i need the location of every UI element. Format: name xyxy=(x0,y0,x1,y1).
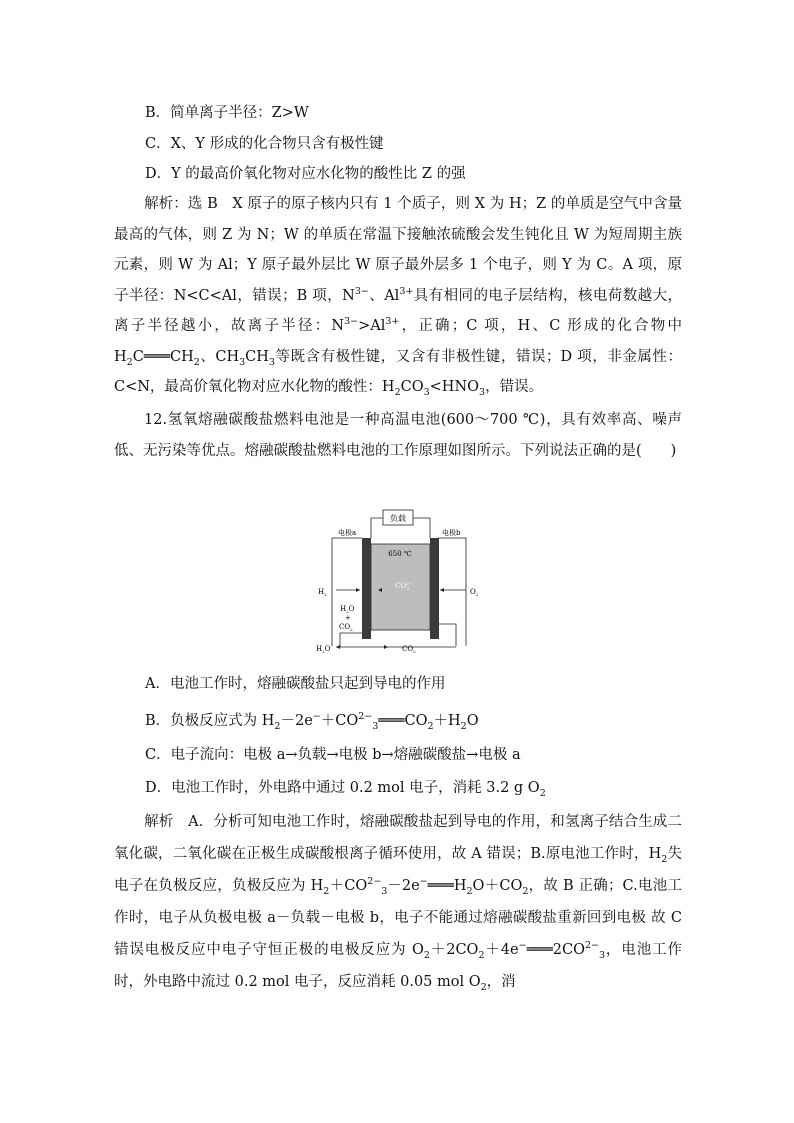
pipe-bottom-left xyxy=(340,633,362,647)
wire-left xyxy=(371,518,383,538)
o2-arrowhead xyxy=(440,588,444,592)
h2o-out-arrowhead xyxy=(336,645,340,649)
label-h2: $H_2$ xyxy=(318,588,327,597)
label-plus: + xyxy=(345,614,351,622)
q11-option-d: D．Y 的最高价氧化物对应水化物的酸性比 Z 的强 xyxy=(145,166,466,182)
q12-analysis: 解析 A．分析可知电池工作时，熔融碳酸盐起到导电的作用，和氢离子结合生成二氧化碳，二氧化碳在正极生成碳酸根离子循环使用，故 A 错误；B.原电池工作时，$H_2$失电子在负极反应，负极反应为 $H_2+CO^{2-}_3-2e^-═══H_2O+CO_2$，故 B 正确；C.电池工作时，电子从负极电极 a－负载－电极 b，电子不能通过熔融碳酸盐重新回到电极 故 C 错误电极反应中电子守恒正极的电极反应为 $O_2+2CO_2+4e^-═══2CO^{2-}_3$，电池工作时，外电路中流过 0.2 mol 电子，反应消耗 0.05 mol $O_2$，消 xyxy=(114,814,683,993)
q11-option-b: B．简单离子半径：Z>W xyxy=(145,105,309,121)
label-temperature: 650 ℃ xyxy=(388,550,412,558)
label-electrode-a: 电极a xyxy=(338,529,357,537)
label-load: 负载 xyxy=(390,514,406,523)
label-ion: $CO^{2-}$ 3 xyxy=(395,581,413,591)
pipe-right xyxy=(438,538,466,646)
q11-analysis: 解析：选 B X 原子的原子核内只有 1 个质子，则 X 为 H；Z 的单质是空气中含量最高的气体，则 Z 为 N；W 的单质在常温下接触浓硫酸会发生钝化且 W 为短周期主族元素，则 W 为 Al；Y 原子最外层比 W 原子最外层多 1 个电子，则 Y 为 C。A 项，原子半径：N<C<Al，错误；B 项，$N^{3-}$、$Al^{3+}$具有相同的电子层结构，核电荷数越大，离子半径越小，故离子半径：$N^{3-}>Al^{3+}$，正确；C 项，H、C 形成的化合物中 $H_2C═══CH_2$、$CH_3CH_3$等既含有极性键，又含有非极性键，错误；D 项，非金属性：C<N，最高价氧化物对应水化物的酸性：$H_2CO_3<HNO_3$，错误。 xyxy=(114,196,683,398)
label-o2: $O_2$ xyxy=(470,588,479,597)
fuel-cell-diagram xyxy=(316,508,486,663)
q12-stem: 12.氢氧熔融碳酸盐燃料电池是一种高温电池(600～700 ℃)，具有效率高、噪声低、无污染等优点。熔融碳酸盐燃料电池的工作原理如图所示。下列说法正确的是( ) xyxy=(114,412,682,459)
q12-option-d: D．电池工作时，外电路中通过 0.2 mol 电子，消耗 3.2 g $O_2$ xyxy=(145,780,546,799)
electrode-a xyxy=(362,538,371,639)
co2-out-arrowhead xyxy=(384,645,388,649)
label-co2-in: $CO_2$ xyxy=(339,623,353,632)
label-electrode-b: 电极b xyxy=(442,529,461,537)
pipe-bottom-right xyxy=(438,624,456,646)
electrode-b xyxy=(430,538,439,639)
q12-option-c: C．电子流向：电极 a→负载→电极 b→熔融碳酸盐→电极 a xyxy=(145,747,521,763)
q12-option-a: A．电池工作时，熔融碳酸盐只起到导电的作用 xyxy=(145,676,446,692)
h2-arrowhead xyxy=(356,588,360,592)
label-h2o-in: $H_2O$ xyxy=(340,605,355,614)
q11-option-c: C．X、Y 形成的化合物只含有极性键 xyxy=(145,136,384,152)
label-co2-out: $CO_2$ xyxy=(402,645,416,654)
wire-right xyxy=(413,518,430,538)
label-h2o-out: $H_2O$ xyxy=(316,645,331,654)
q12-option-b: B．负极反应式为 $H_2-2e^-+CO^{2-}_3═══CO_2+H_2O$ xyxy=(145,711,479,732)
